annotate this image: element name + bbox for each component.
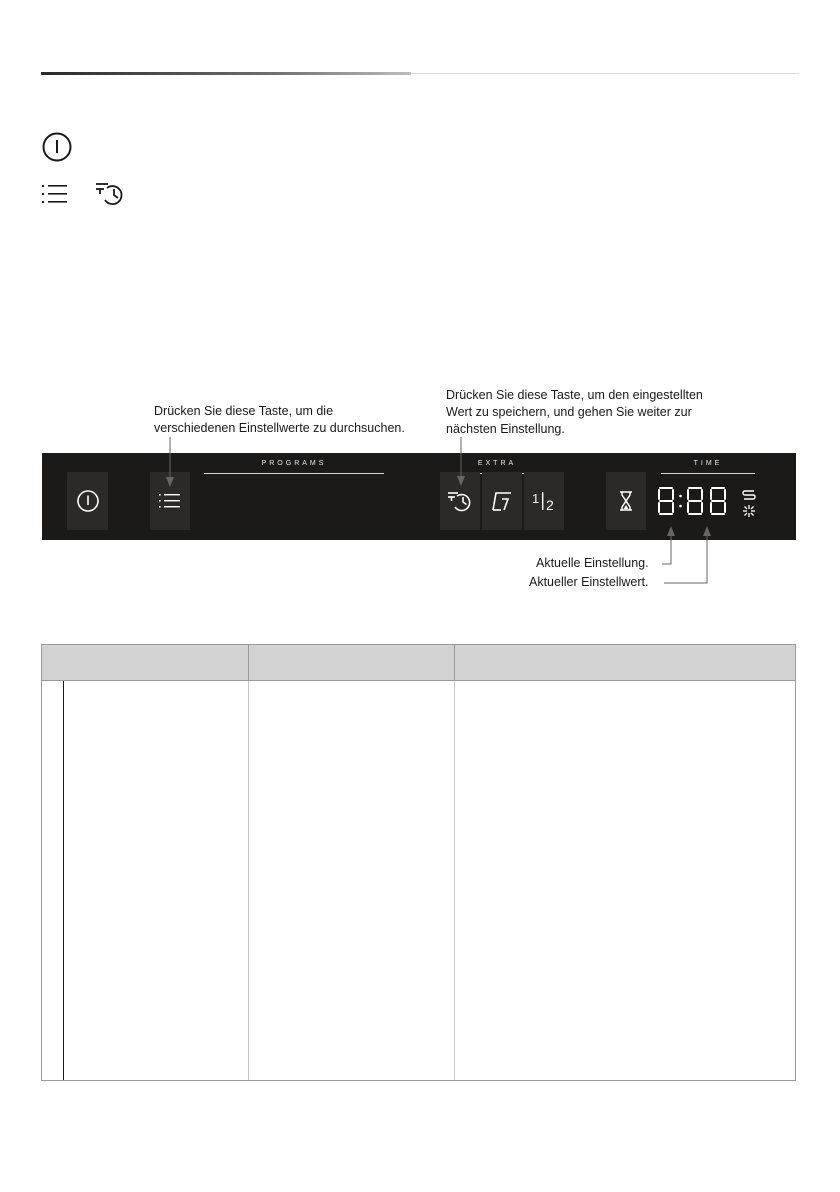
table-column-divider	[454, 681, 455, 1080]
half-load-icon	[530, 489, 558, 513]
group-line-time	[661, 473, 755, 474]
delay-start-icon	[95, 181, 125, 207]
power-icon	[76, 489, 100, 513]
top-rule	[41, 72, 799, 75]
group-line-programs	[204, 473, 384, 474]
display-digits	[656, 486, 740, 521]
table-header-cell	[454, 645, 795, 680]
callout-current-setting: Aktuelle Einstellung.	[536, 556, 649, 570]
svg-text:1: 1	[532, 491, 540, 506]
callout-save: Drücken Sie diese Taste, um den eingestellten Wert zu speichern, und gehen Sie weiter zur nächsten Einstellung.	[446, 388, 703, 436]
table-column-divider	[248, 681, 249, 1080]
table-header-cell	[248, 645, 454, 680]
group-label-time: TIME	[693, 460, 723, 467]
callout-browse: Drücken Sie diese Taste, um die verschiedenen Einstellwerte zu durchsuchen.	[154, 404, 405, 435]
extra-dry-button[interactable]	[482, 472, 522, 530]
program-list-icon	[41, 183, 69, 205]
table-header-cell	[42, 645, 248, 680]
power-button[interactable]	[67, 472, 108, 530]
rinse-aid-icon	[742, 504, 756, 518]
table-column-divider	[248, 645, 249, 680]
table-column-divider	[454, 645, 455, 680]
delay-start-button[interactable]	[440, 472, 480, 530]
control-panel	[42, 453, 796, 540]
svg-text:2: 2	[546, 497, 554, 513]
extra-dry-icon	[489, 490, 515, 512]
salt-icon	[742, 489, 756, 501]
group-label-extra: EXTRA	[477, 460, 517, 467]
time-button[interactable]	[606, 472, 646, 530]
program-button[interactable]	[150, 472, 190, 530]
delay-start-icon	[447, 490, 473, 512]
table-column-divider	[63, 681, 64, 1080]
callout-current-value: Aktueller Einstellwert.	[529, 575, 649, 589]
program-list-icon	[159, 492, 181, 510]
settings-table	[41, 644, 796, 1081]
table-header	[42, 645, 795, 681]
group-label-programs: PROGRAMS	[261, 460, 327, 467]
power-icon	[41, 131, 73, 163]
hourglass-icon	[618, 490, 634, 512]
half-load-button[interactable]	[524, 472, 564, 530]
